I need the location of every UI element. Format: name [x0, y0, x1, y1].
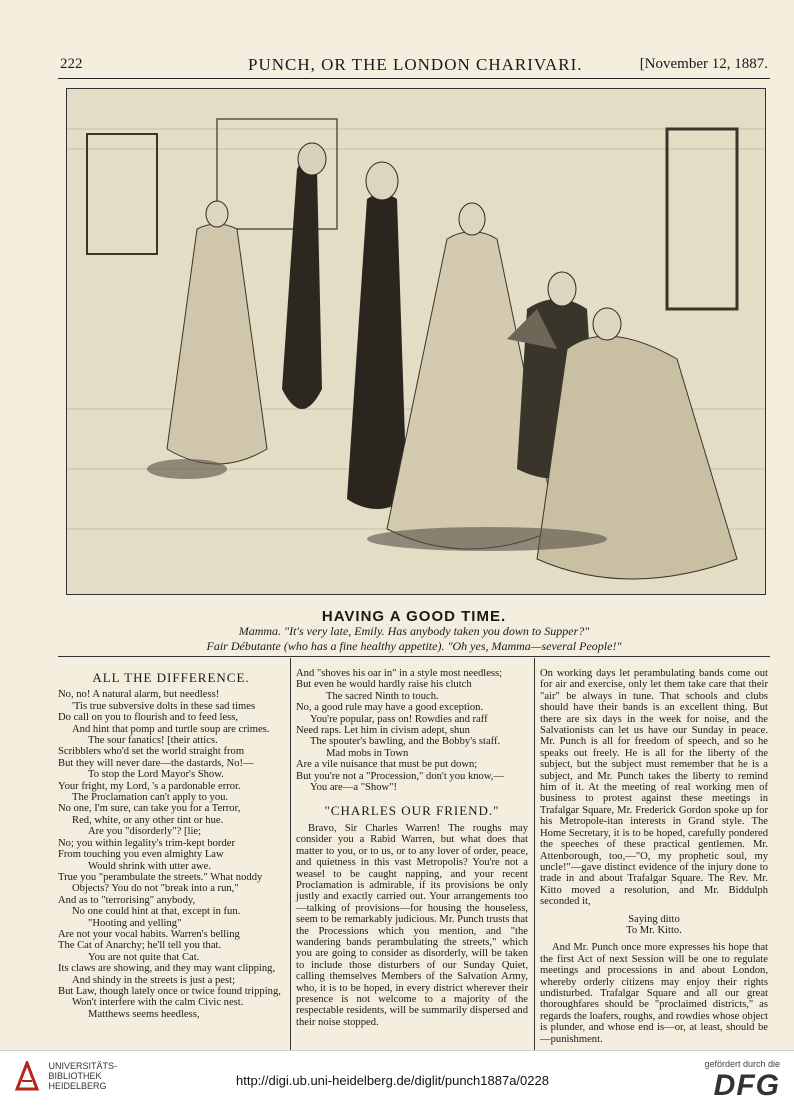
poem-line: No; you within legality's trim-kept border [58, 837, 235, 849]
page-number: 222 [60, 56, 83, 72]
poem-line: And shindy in the streets is just a pest; [72, 974, 236, 986]
page-header [58, 52, 770, 79]
permalink[interactable]: http://digi.ub.uni-heidelberg.de/diglit/punch1887a/0228 [236, 1073, 549, 1088]
poem-line: Matthews seems heedless, [88, 1008, 200, 1020]
viewer-footer [0, 1050, 794, 1111]
poem-line: And as to "terrorising" anybody, [58, 894, 196, 906]
verse-line: Need raps. Let him in civism adept, shun [296, 725, 470, 737]
verse-line: You're popular, pass on! Rowdies and raff [310, 713, 488, 725]
verse-line: But you're not a "Procession," don't you know,— [296, 770, 505, 782]
saying-ditto: Saying ditto [628, 913, 680, 925]
poem-line: 'Tis true subversive dolts in these sad times [72, 700, 256, 712]
poem-line: And hint that pomp and turtle soup are crimes. [72, 723, 270, 735]
poem-line: You are not quite that Cat. [88, 951, 200, 963]
poem-line: No one, I'm sure, can take you for a Terror, [58, 803, 241, 815]
verse-line: No, a good rule may have a good exception. [296, 702, 484, 714]
funding-note: gefördert durch die [704, 1059, 780, 1069]
verse-line: The sacred Ninth to touch. [326, 690, 439, 702]
poem-line: Won't interfere with the calm Civic nest. [72, 997, 244, 1009]
library-name-line3: HEIDELBERG [48, 1081, 107, 1091]
poem-line: Objects? You do not "break into a run," [72, 883, 239, 895]
library-name-line2: BIBLIOTHEK [48, 1071, 102, 1081]
poem-line: But they will never dare—the dastards, No!— [58, 757, 254, 769]
verse-line: But even he would hardly raise his clutch [296, 679, 472, 691]
poem-line: True you "perambulate the streets." What noddy [58, 871, 263, 883]
poem-line: Your fright, my Lord, 's a pardonable error. [58, 780, 241, 792]
poem-line: To stop the Lord Mayor's Show. [88, 769, 224, 781]
column-continuation [540, 668, 768, 1060]
poem-heading: ALL THE DIFFERENCE. [92, 670, 250, 685]
verse-line: You are—a "Show"! [310, 782, 398, 794]
column-poem [58, 668, 284, 1020]
poem-line: Would shrink with utter awe. [88, 860, 212, 872]
verse-line: And "shoves his oar in" in a style most needless; [296, 668, 503, 679]
poem-line: No, no! A natural alarm, but needless! [58, 689, 220, 701]
cartoon-illustration [66, 88, 766, 595]
poem-line: Are not your vocal habits. Warren's belling [58, 928, 240, 940]
funder-logo[interactable] [704, 1059, 780, 1103]
poem-line: Its claws are showing, and they may want clipping, [58, 963, 276, 975]
saying-to-kitto: To Mr. Kitto. [626, 924, 682, 936]
verse-line: Are a vile nuisance that must be put down; [296, 759, 478, 771]
publication-title: PUNCH, OR THE LONDON CHARIVARI. [248, 55, 583, 74]
issue-date: [November 12, 1887. [639, 56, 768, 72]
library-emblem-icon [14, 1061, 40, 1091]
poem-line: From touching you even almighty Law [58, 849, 224, 861]
poem-line: "Hooting and yelling" [88, 917, 182, 929]
verse-line: Mad mobs in Town [326, 747, 409, 759]
article-heading: "CHARLES OUR FRIEND." [324, 803, 500, 819]
poem-line: But Law, though lately once or twice found tripping, [58, 985, 281, 997]
article-paragraph: And Mr. Punch once more expresses his hope that the first Act of next Session will be one to regulate meetings and processions in and about London, whereby orderly citizens may enjoy their rights undisturbed. Trafalgar Square and all our great thoroughfares should be "proclaimed districts," as regards the loafers, roughs, and rowdies whose object is plunder, and whose end is—or, at least, should be—punishment. [540, 942, 768, 1045]
column-divider-1 [290, 658, 291, 1078]
poem-line: Red, white, or any other tint or hue. [72, 814, 224, 826]
poem-line: The Proclamation can't apply to you. [72, 792, 229, 804]
poem-line: The sour fanatics! [their attics. [88, 735, 218, 747]
poem-line: No one could hint at that, except in fun. [72, 906, 241, 918]
newspaper-page [58, 46, 770, 1046]
article-paragraph: On working days let perambulating bands come out for air and exercise, only let them take care that their "air" be always in tune. That schools and clubs should have their bands is an excellent thing. But there are six days in the week for noise, and the Salvationists can let us have our Sunday in peace. Mr. Punch is all for freedom of speech, and so he speaks out freely. He is all for the liberty of the subject, but the subject must remember that he is a subject, and Mr. Punch takes the liberty to remind him of it. At the meeting of real working men of business to protest against these meetings in Trafalgar Square, Mr. Frederick Gordon spoke up for his Metropole-itan interests in Grand style. The Home Secretary, it is to be hoped, carefully pondered the speeches of these practical gentlemen. Mr. Attenborough, too,—"O, my prophetic soul, my uncle!"—gave distinct evidence of the injury done to trade in and about Trafalgar Square. The Rev. Mr. Kitto moved a resolution, and Mr. Biddulph seconded it, [540, 668, 768, 908]
cartoon-title: HAVING A GOOD TIME. [321, 608, 507, 625]
caption-line-debutante: Fair Débutante (who has a fine healthy appetite). "Oh yes, Mamma—several People!" [206, 639, 622, 653]
caption-divider [58, 656, 770, 657]
poem-line: The Cat of Anarchy; he'll tell you that. [58, 940, 222, 952]
ballroom-scene-drawing [67, 89, 765, 594]
verse-line: The spouter's bawling, and the Bobby's staff. [310, 736, 501, 748]
caption-line-mamma: Mamma. "It's very late, Emily. Has anybody taken you down to Supper?" [238, 624, 590, 638]
library-name-line1: UNIVERSITÄTS- [48, 1061, 118, 1071]
poem-line: Are you "disorderly"? [lie; [88, 826, 202, 838]
library-logo[interactable] [14, 1061, 117, 1091]
poem-line: Do call on you to flourish and to feed less, [58, 712, 239, 724]
article-body: Bravo, Sir Charles Warren! The roughs may consider you a Rabid Warren, but what does that matter to you, or to us, or to any lover of order, peace, and quietness in this vast Metropolis? You're not a weasel to be caught napping, and your recent Proclamation is admirable, if its provisions be only justly and exactly carried out. Your arrangements too—talking of provisions—for housing the houseless, seem to be remarkably judicious. Mr. Punch trusts that the Processions which you mention, and "the wandering bands perambulating the streets," which you are going to consider as disorderly, will be taken to include those disturbers of our Sunday Quiet, calling themselves Members of the Salvation Army, who, it is to be hoped, in every district wherever their presence is not welcome to a majority of the respectable residents, will be summarily dispersed and their noise stopped. [296, 822, 528, 1028]
column-charles-our-friend [296, 668, 528, 1028]
dfg-wordmark: DFG [713, 1069, 780, 1102]
column-divider-2 [534, 658, 535, 1078]
poem-line: Scribblers who'd set the world straight from [58, 746, 245, 758]
